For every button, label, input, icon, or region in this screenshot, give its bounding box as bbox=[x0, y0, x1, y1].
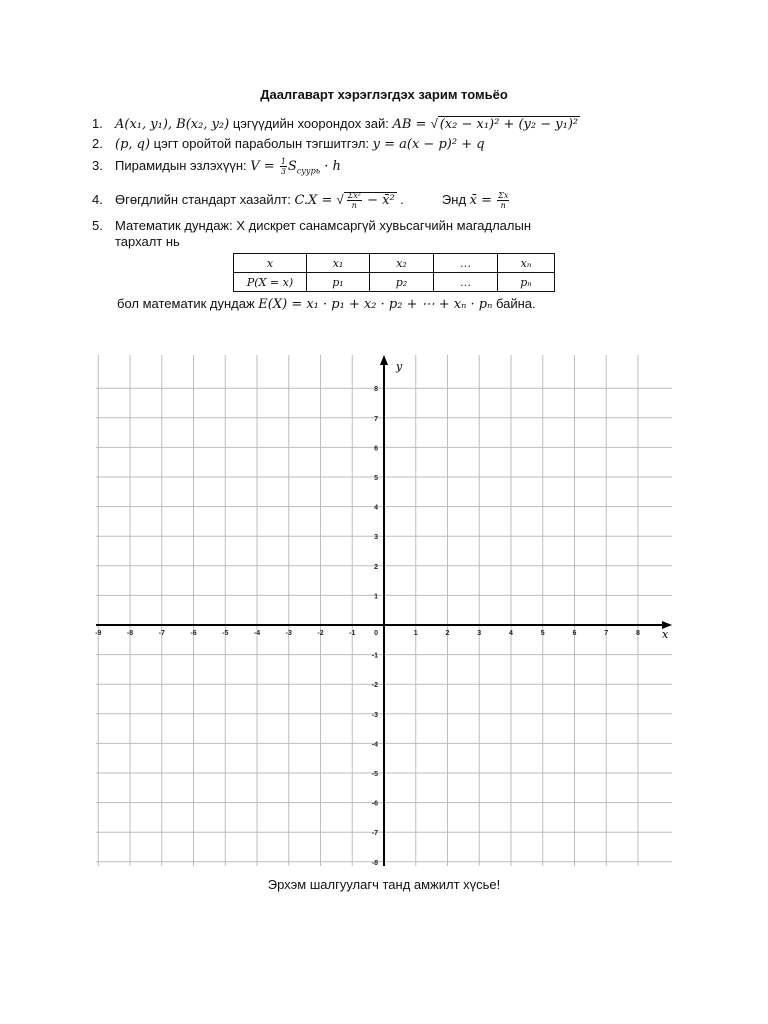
y-tick-label: 8 bbox=[374, 386, 378, 394]
table-cell: xₙ bbox=[498, 254, 555, 273]
y-axis-arrow bbox=[380, 355, 388, 365]
vertex-expr: (p, q) bbox=[115, 137, 151, 152]
sqrt-sign: √ bbox=[336, 192, 344, 207]
mean-expr: x̄ = bbox=[469, 193, 497, 208]
item-number: 5. bbox=[92, 218, 103, 233]
y-tick-label: -3 bbox=[371, 711, 378, 719]
y-tick-label: 7 bbox=[374, 415, 378, 423]
y-tick-label: 2 bbox=[374, 563, 378, 571]
x-tick-label: -9 bbox=[95, 630, 102, 637]
x-tick-label: -3 bbox=[285, 630, 292, 637]
x-tick-label: 5 bbox=[540, 630, 545, 637]
y-tick-label: 1 bbox=[374, 593, 378, 601]
expectation-post: байна. bbox=[492, 296, 536, 311]
table-cell: … bbox=[434, 254, 498, 273]
formula-text: цэгүүдийн хоорондох зай: bbox=[229, 116, 393, 131]
y-tick-label: -2 bbox=[371, 682, 378, 690]
sqrt-content: (x₂ − x₁)² + (y₂ − y₁)² bbox=[439, 117, 579, 132]
y-tick-label: -7 bbox=[371, 830, 378, 838]
table-cell: P(X = x) bbox=[234, 273, 307, 292]
base-area-symbol: S bbox=[287, 158, 297, 174]
page-title: Даалгаварт хэрэглэгдэх зарим томьёо bbox=[260, 87, 508, 102]
x-tick-label: 7 bbox=[604, 630, 609, 637]
table-cell: x bbox=[234, 254, 307, 273]
y-tick-label: 3 bbox=[374, 534, 378, 542]
x-tick-label: -2 bbox=[317, 630, 324, 637]
fraction-numerator: Σx bbox=[498, 191, 509, 201]
item-number: 1. bbox=[92, 116, 103, 131]
item-number: 4. bbox=[92, 192, 103, 207]
item-number: 2. bbox=[92, 136, 103, 151]
x-tick-label: 8 bbox=[636, 630, 640, 637]
sqrt-sign: √ bbox=[430, 116, 438, 131]
fraction-denominator: 3 bbox=[280, 167, 286, 176]
expectation-line2: тархалт нь bbox=[115, 234, 180, 249]
x-tick-label: 1 bbox=[413, 630, 418, 637]
formula-text: Өгөгдлийн стандарт хазайлт: bbox=[115, 192, 295, 207]
expectation-expr: E(X) = x₁ · p₁ + x₂ · p₂ + ⋯ + xₙ · pₙ bbox=[258, 297, 493, 312]
x-tick-label: -6 bbox=[190, 630, 197, 637]
formula-expr: y = a(x − p)² + q bbox=[372, 137, 485, 152]
y-axis-label: y bbox=[396, 360, 403, 373]
x-tick-label: 2 bbox=[445, 630, 450, 637]
x-tick-label: -8 bbox=[126, 630, 134, 637]
y-tick-label: -4 bbox=[371, 741, 378, 749]
points-expr: A(x₁, y₁), B(x₂, y₂) bbox=[115, 117, 230, 132]
period: . bbox=[396, 192, 404, 207]
origin-label: 0 bbox=[374, 630, 378, 637]
formula-expr: V = bbox=[250, 158, 279, 174]
y-tick-label: 6 bbox=[374, 445, 378, 453]
y-tick-label: -8 bbox=[371, 859, 378, 867]
fraction-denominator: n bbox=[500, 201, 506, 211]
y-tick-label: 5 bbox=[374, 475, 378, 482]
formula-expr: C.X = bbox=[294, 193, 337, 208]
x-tick-label: 6 bbox=[572, 630, 577, 637]
height-expr: · h bbox=[320, 158, 341, 174]
x-tick-label: -7 bbox=[158, 630, 165, 637]
note-label: Энд bbox=[441, 192, 470, 207]
x-tick-label: 4 bbox=[509, 630, 513, 637]
formula-text: Пирамидын эзлэхүүн: bbox=[115, 157, 251, 173]
table-cell: pₙ bbox=[498, 273, 555, 292]
fraction-denominator: n bbox=[351, 201, 357, 210]
table-cell: p₂ bbox=[370, 273, 434, 292]
footer-wish: Эрхэм шалгуулагч танд амжилт хүсье! bbox=[267, 877, 501, 892]
x-tick-label: 3 bbox=[477, 630, 482, 637]
x-tick-label: -1 bbox=[349, 630, 356, 637]
y-tick-label: -1 bbox=[371, 652, 378, 660]
expectation-line1: Математик дундаж: X дискрет санамсаргүй хувьсагчийн магадлалын bbox=[115, 218, 532, 233]
table-cell: p₁ bbox=[307, 273, 370, 292]
formula-expr: AB = bbox=[392, 117, 431, 132]
table-cell: x₂ bbox=[370, 254, 434, 273]
expectation-pre: бол математик дундаж bbox=[117, 296, 259, 311]
x-tick-label: -4 bbox=[253, 630, 261, 637]
base-subscript: суурь bbox=[296, 166, 321, 176]
table-cell: … bbox=[434, 273, 498, 292]
fraction-numerator: Σx² bbox=[347, 191, 361, 200]
y-tick-label: -6 bbox=[371, 800, 378, 808]
item-number: 3. bbox=[92, 157, 103, 173]
formula-text: цэгт оройтой параболын тэгшитгэл: bbox=[150, 136, 373, 151]
y-tick-label: 4 bbox=[374, 504, 378, 512]
table-cell: x₁ bbox=[307, 254, 370, 273]
fraction-numerator: 1 bbox=[280, 157, 286, 166]
x-tick-label: -5 bbox=[222, 630, 229, 637]
y-tick-label: -5 bbox=[371, 771, 378, 778]
x-axis-label: x bbox=[662, 628, 669, 641]
mean-square: − x̄² bbox=[362, 193, 395, 208]
